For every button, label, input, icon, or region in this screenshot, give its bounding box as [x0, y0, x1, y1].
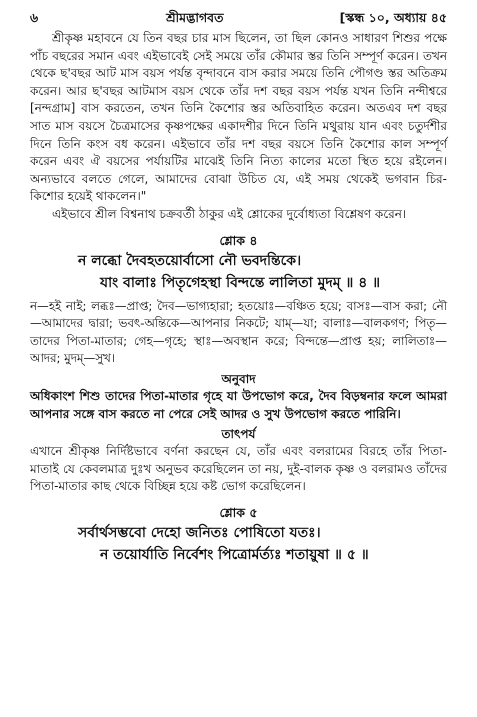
translation-heading: অনুবাদ	[221, 371, 256, 386]
commentary-paragraph: শ্রীকৃষ্ণ মহাবনে যে তিন বছর চার মাস ছিলেন, তা ছিল কোনও সাধারণ শিশুর পক্ষে পাঁচ বছরের সমান এবং এইভাবেই সেই সময়ে তাঁর কৌমার স্তর তিনি সম্পূর্ণ করেন। তখন থেকে ছ'বছর আট মাস বয়স পর্যন্ত বৃন্দাবনে বাস করার সময়ে তিনি পৌগণ্ড স্তর অতিক্রম করেন। আর ছ'বছর আটমাস বয়স থেকে তাঁর দশ বছর বয়স পর্যন্ত যখন তিনি নন্দীশ্বরে [নন্দগ্রাম] বাস করতেন, তখন তিনি কৈশোর স্তর অতিবাহিত করেন। অতএব দশ বছর সাত মাস বয়সে চৈত্রমাসের কৃষ্ণপক্ষের একাদশীর দিনে তিনি মথুরায় যান এবং চতুর্দশীর দিনে তিনি কংস বধ করেন। এইভাবে তাঁর দশ বছর বয়সে তিনি কৈশোর কাল সম্পূর্ণ করেন এবং ঐ বয়সের পর্যায়টির মাঝেই তিনি নিত্য কালের মতো স্থিত হয়ে রইলেন। অন্যভাবে বলতে গেলে, আমাদের বোঝা উচিত যে, এই সময় থেকেই ভগবান চির-কিশোর হয়েই থাকলেন।"	[30, 31, 447, 204]
verse-text	[30, 250, 447, 294]
purport: এখানে শ্রীকৃষ্ণ নির্দিষ্টভাবে বর্ণনা করছেন যে, তাঁর এবং বলরামের বিরহে তাঁর পিতা-মাতাই যে কেবলমাত্র দুঃখ অনুভব করেছিলেন তা নয়, দুই-বালক কৃষ্ণ ও বলরামও তাঁদের পিতা-মাতার কাছ থেকে বিচ্ছিন্ন হয়ে কষ্ট ভোগ করেছিলেন।	[30, 444, 447, 494]
verse-text	[30, 522, 447, 566]
verse-line: সর্বার্থসম্ভবো দেহো জনিতঃ পোষিতো যতঃ।	[78, 524, 321, 541]
page-number: ৬	[30, 10, 39, 25]
verse-line: ন তয়োর্যাতি নির্বেশং পিত্রোর্মর্ত্যঃ শতায়ুষা ॥ ৫ ॥	[100, 546, 369, 563]
verse-line: যাং বালাঃ পিতৃগেহস্থা বিন্দন্তে লালিতা মুদম্ ॥ ৪ ॥	[100, 274, 381, 291]
page-header	[30, 10, 447, 30]
commentary	[30, 30, 447, 224]
verse-heading: শ্লোক ৫	[219, 504, 258, 520]
section-label: [স্কন্ধ ১০, অধ্যায় ৪৫	[339, 10, 447, 25]
commentary-paragraph: এইভাবে শ্রীল বিশ্বনাথ চক্রবর্তী ঠাকুর এই শ্লোকের দুর্বোধ্যতা বিশ্লেষণ করেন।	[52, 206, 407, 221]
verse-heading: শ্লোক ৪	[219, 232, 258, 248]
synonyms: ন—হই নাই; লব্ধঃ—প্রাপ্ত; দৈব—ভাগ্যহারা; হতয়োঃ—বঞ্চিত হয়ে; বাসঃ—বাস করা; নৌ—আমাদের দ্বারা; ভবৎ-অন্তিকে—আপনার নিকটে; যাম্—যা; বালাঃ—বালকগণ; পিতৃ—তাদের পিতা-মাতার; গেহ—গৃহে; স্থাঃ—অবস্থান করে; বিন্দন্তে—প্রাপ্ত হয়; লালিতাঃ—আদর; মুদম্—সুখ।	[30, 298, 447, 366]
verse-line: ন লব্ধো দৈবহতয়োর্বাসো নৌ ভবদন্তিকে।	[78, 252, 302, 269]
translation: অধিকাংশ শিশু তাদের পিতা-মাতার গৃহে যা উপভোগ করে, দৈব বিড়ম্বনার ফলে আমরা আপনার সঙ্গে বাস করতে না পেরে সেই আদর ও সুখ উপভোগ করতে পারিনি।	[30, 388, 447, 421]
book-title: শ্রীমদ্ভাগবত	[166, 10, 224, 25]
purport-heading: তাৎপর্য	[221, 427, 256, 442]
